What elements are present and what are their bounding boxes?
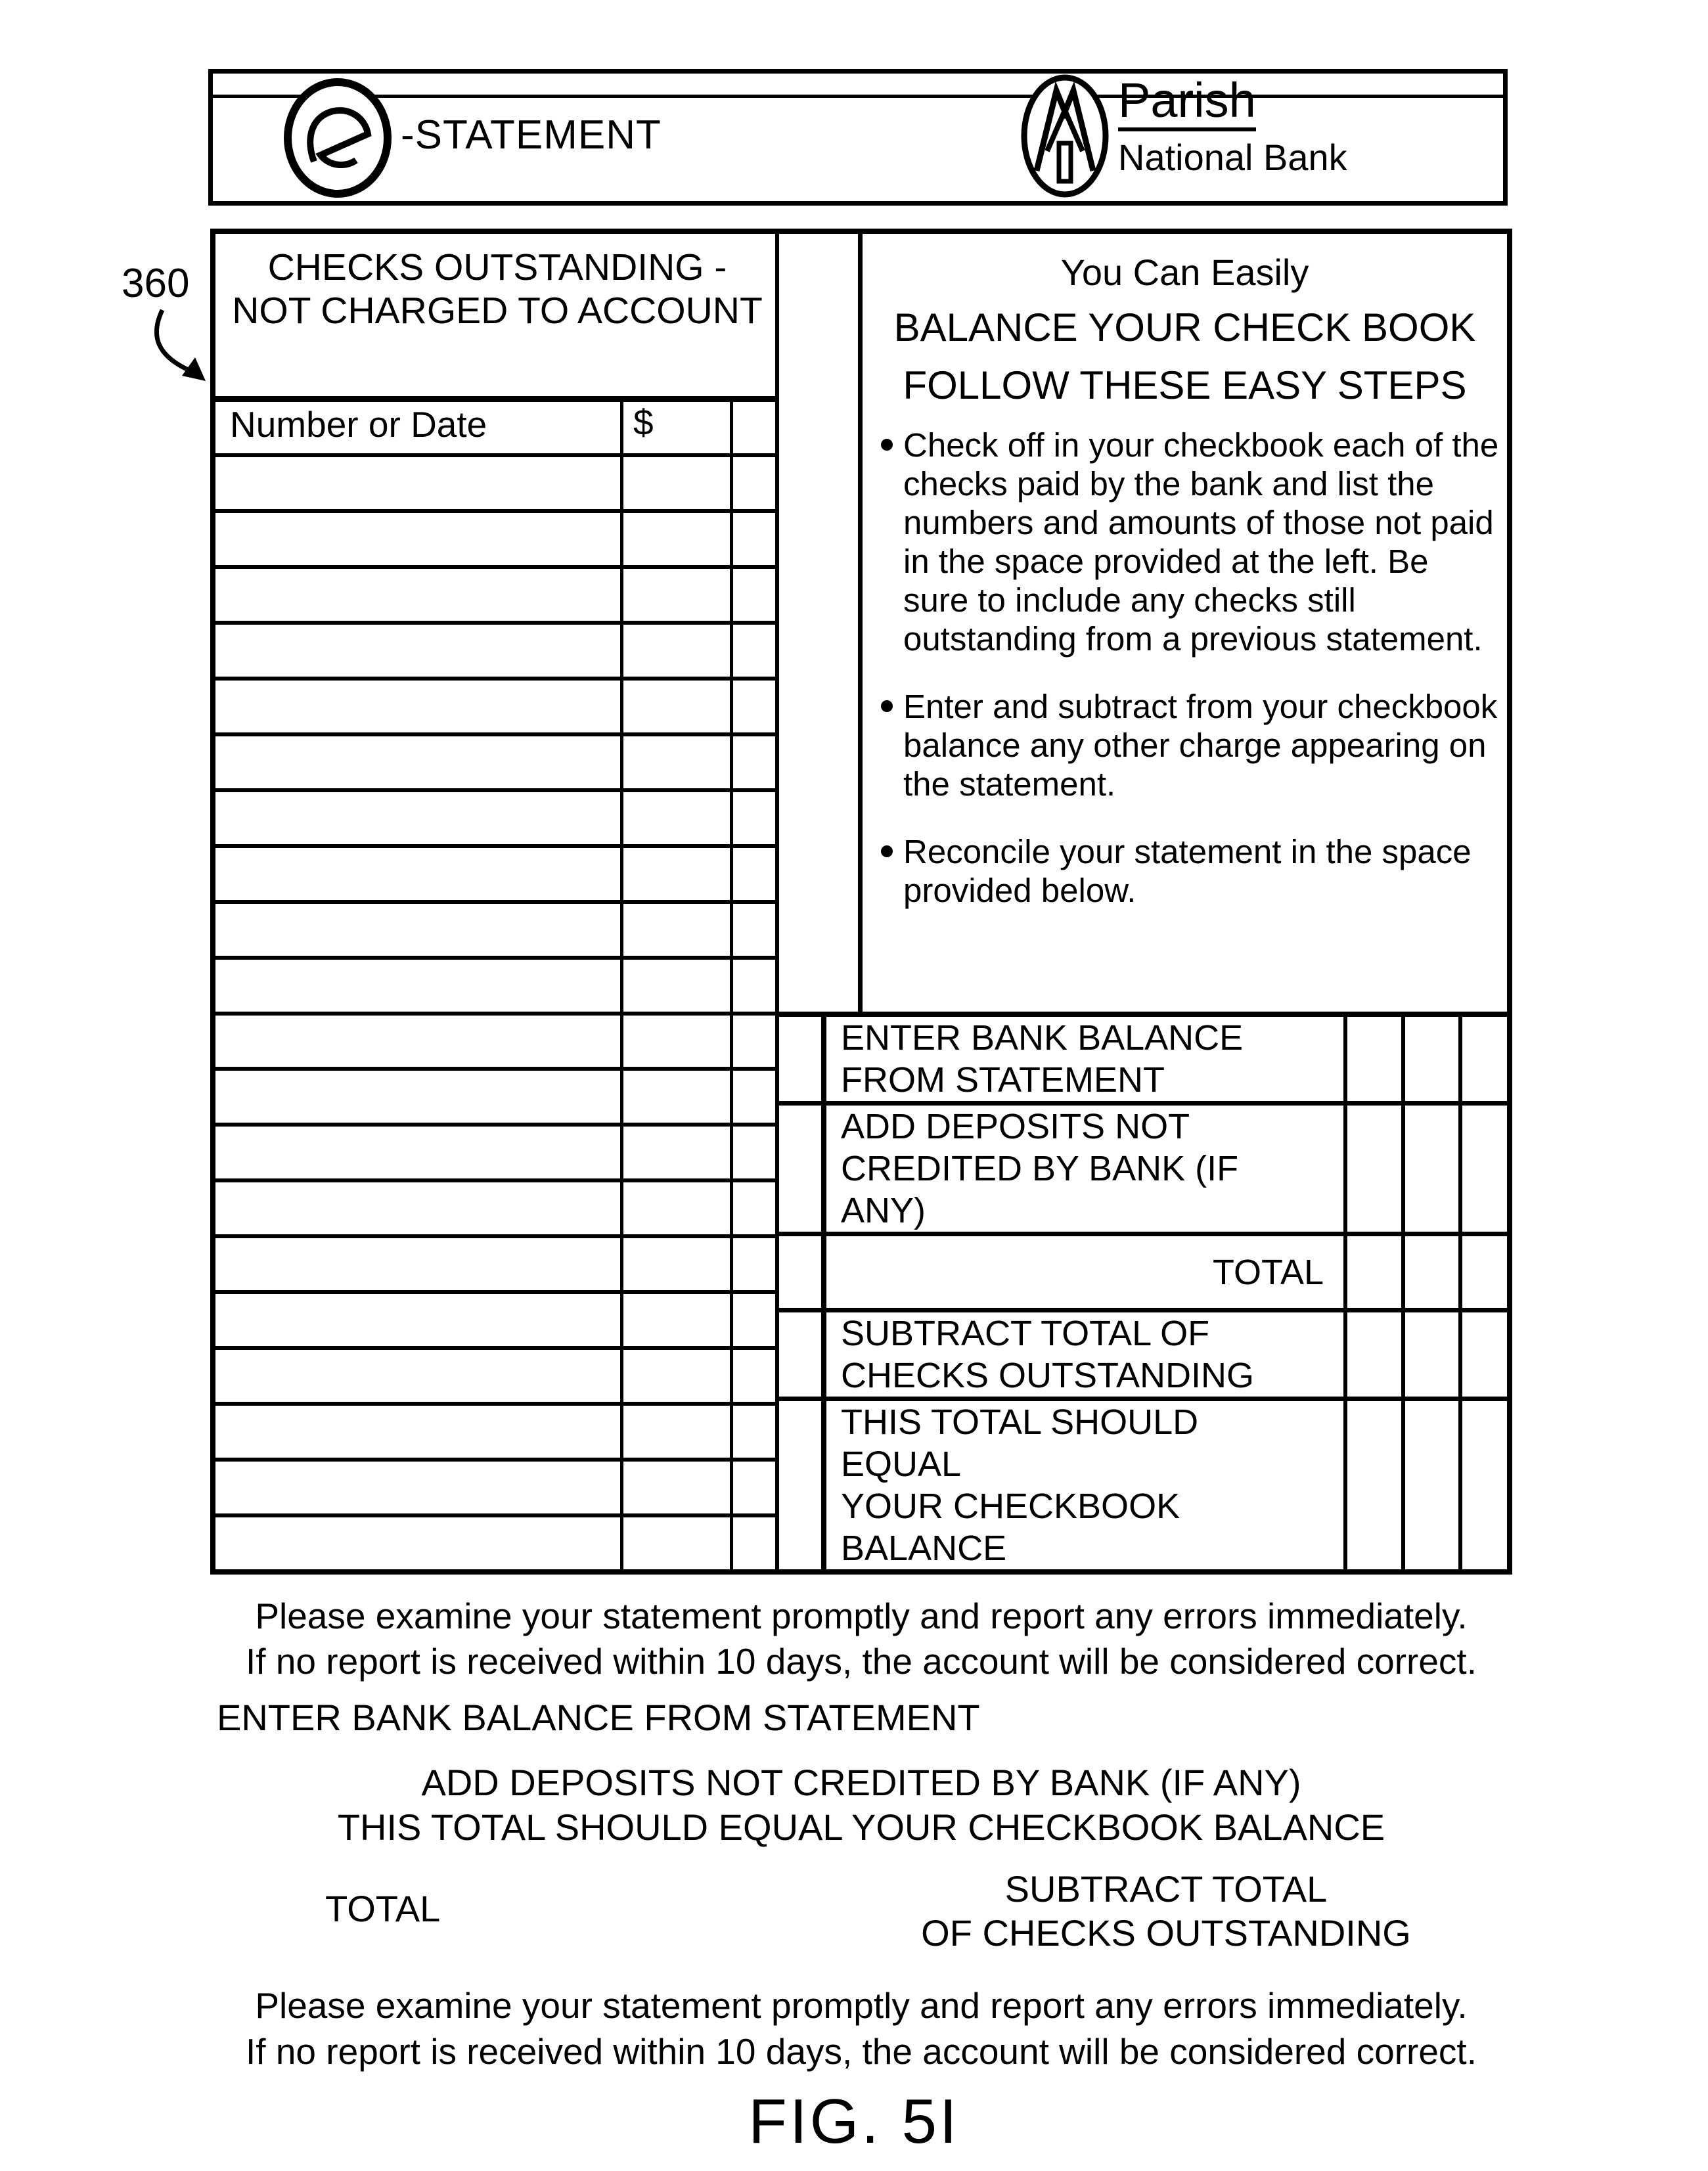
balance-row-label: ADD DEPOSITS NOT CREDITED BY BANK (IF ANY) bbox=[841, 1107, 1239, 1230]
column-header-number-or-date: Number or Date bbox=[230, 404, 487, 445]
gridline bbox=[821, 1017, 826, 1569]
balance-row-label: ENTER BANK BALANCE FROM STATEMENT bbox=[841, 1018, 1244, 1100]
examine-notice2-line2: If no report is received within 10 days, the account will be considered correct. bbox=[245, 2031, 1477, 2072]
balance-row-add-deposits bbox=[775, 1101, 1507, 1232]
footer-add-deposits: ADD DEPOSITS NOT CREDITED BY BANK (IF ANY) bbox=[421, 1762, 1301, 1803]
bullet-text: Enter and subtract from your checkbook balance any other charge appearing on the statement. bbox=[903, 688, 1498, 803]
checks-table-empty-row bbox=[215, 792, 779, 848]
bullet-dot-icon bbox=[881, 845, 893, 857]
footer-total: TOTAL bbox=[325, 1888, 441, 1929]
bank-name-secondary: National Bank bbox=[1118, 137, 1347, 178]
checks-table-empty-row bbox=[215, 1127, 779, 1182]
checks-title-line1: CHECKS OUTSTANDING - bbox=[267, 246, 727, 288]
bank-name-primary: Parish bbox=[1118, 76, 1256, 131]
estatement-label: -STATEMENT bbox=[401, 112, 662, 158]
gridline bbox=[215, 396, 779, 402]
checks-table-empty-row bbox=[215, 681, 779, 736]
checks-table-empty-row bbox=[215, 736, 779, 792]
balance-row-subtract-checks bbox=[775, 1308, 1507, 1397]
footer-total-should-equal: THIS TOTAL SHOULD EQUAL YOUR CHECKBOOK BALANCE bbox=[337, 1806, 1385, 1848]
figure-label: FIG. 5I bbox=[748, 2086, 960, 2157]
balance-row-label: SUBTRACT TOTAL OF CHECKS OUTSTANDING bbox=[841, 1314, 1255, 1395]
checks-table-empty-row bbox=[215, 1182, 779, 1238]
parish-mountain-icon bbox=[1018, 72, 1112, 200]
balance-reconciliation-table bbox=[775, 1017, 1507, 1569]
balance-row-label: TOTAL bbox=[1212, 1252, 1324, 1292]
checks-table-empty-row bbox=[215, 513, 779, 569]
header-band-line bbox=[213, 95, 1503, 98]
balance-row-should-equal bbox=[775, 1397, 1507, 1569]
gridline bbox=[775, 1012, 1507, 1017]
figure-ref-number: 360 bbox=[122, 261, 190, 306]
bullet-dot-icon bbox=[881, 700, 893, 712]
bullet-dot-icon bbox=[881, 439, 893, 451]
instructions-bullet-list bbox=[881, 426, 1499, 939]
examine-notice-line1: Please examine your statement promptly and report any errors immediately. bbox=[255, 1596, 1468, 1636]
checks-table-title bbox=[215, 246, 779, 332]
instruction-bullet-item bbox=[881, 832, 1499, 910]
checks-table-empty-row bbox=[215, 457, 779, 513]
balance-row-total bbox=[775, 1232, 1507, 1308]
checks-table-empty-row bbox=[215, 1517, 779, 1569]
checks-title-line2: NOT CHARGED TO ACCOUNT bbox=[232, 290, 763, 332]
gridline bbox=[1401, 1017, 1405, 1569]
checks-table-empty-row bbox=[215, 1462, 779, 1517]
instruction-bullet-item bbox=[881, 426, 1499, 658]
checks-table-empty-row bbox=[215, 1406, 779, 1462]
checks-table-empty-row bbox=[215, 1294, 779, 1350]
checks-outstanding-rows bbox=[215, 457, 779, 1569]
balance-instructions-panel bbox=[863, 234, 1507, 1012]
checks-table-empty-row bbox=[215, 1238, 779, 1294]
instruction-bullet-item bbox=[881, 687, 1499, 803]
footer-enter-bank-balance: ENTER BANK BALANCE FROM STATEMENT bbox=[217, 1697, 980, 1738]
checks-table-empty-row bbox=[215, 904, 779, 960]
examine-notice2-line1: Please examine your statement promptly and report any errors immediately. bbox=[255, 1985, 1468, 2026]
gridline bbox=[1458, 1017, 1462, 1569]
bullet-text: Reconcile your statement in the space provided below. bbox=[903, 833, 1472, 909]
reconciliation-form bbox=[210, 229, 1512, 1575]
examine-notice-line2: If no report is received within 10 days, the account will be considered correct. bbox=[245, 1641, 1477, 1682]
gridline bbox=[1343, 1017, 1347, 1569]
instructions-intro-line3: FOLLOW THESE EASY STEPS bbox=[903, 363, 1467, 407]
checks-table-empty-row bbox=[215, 1350, 779, 1406]
gridline bbox=[858, 234, 863, 1017]
checks-table-empty-row bbox=[215, 1071, 779, 1127]
instructions-intro-line2: BALANCE YOUR CHECK BOOK bbox=[893, 305, 1476, 349]
balance-row-label: THIS TOTAL SHOULD EQUAL YOUR CHECKBOOK BALANCE bbox=[841, 1402, 1199, 1568]
checks-table-empty-row bbox=[215, 960, 779, 1016]
checks-table-empty-row bbox=[215, 848, 779, 904]
e-circle-icon bbox=[281, 78, 394, 198]
bullet-text: Check off in your checkbook each of the checks paid by the bank and list the numbers and amounts of those not paid in the space provided at the left. Be sure to include any checks still outstanding from a previous statement. bbox=[903, 426, 1499, 658]
checks-table-empty-row bbox=[215, 625, 779, 681]
checks-table-empty-row bbox=[215, 1016, 779, 1071]
balance-row-enter-bank-balance bbox=[775, 1017, 1507, 1101]
column-header-dollar: $ bbox=[633, 402, 654, 443]
checks-table-empty-row bbox=[215, 569, 779, 625]
instructions-intro-line1: You Can Easily bbox=[1060, 252, 1309, 293]
footer-subtract-total: SUBTRACT TOTAL OF CHECKS OUTSTANDING bbox=[921, 1868, 1411, 1954]
